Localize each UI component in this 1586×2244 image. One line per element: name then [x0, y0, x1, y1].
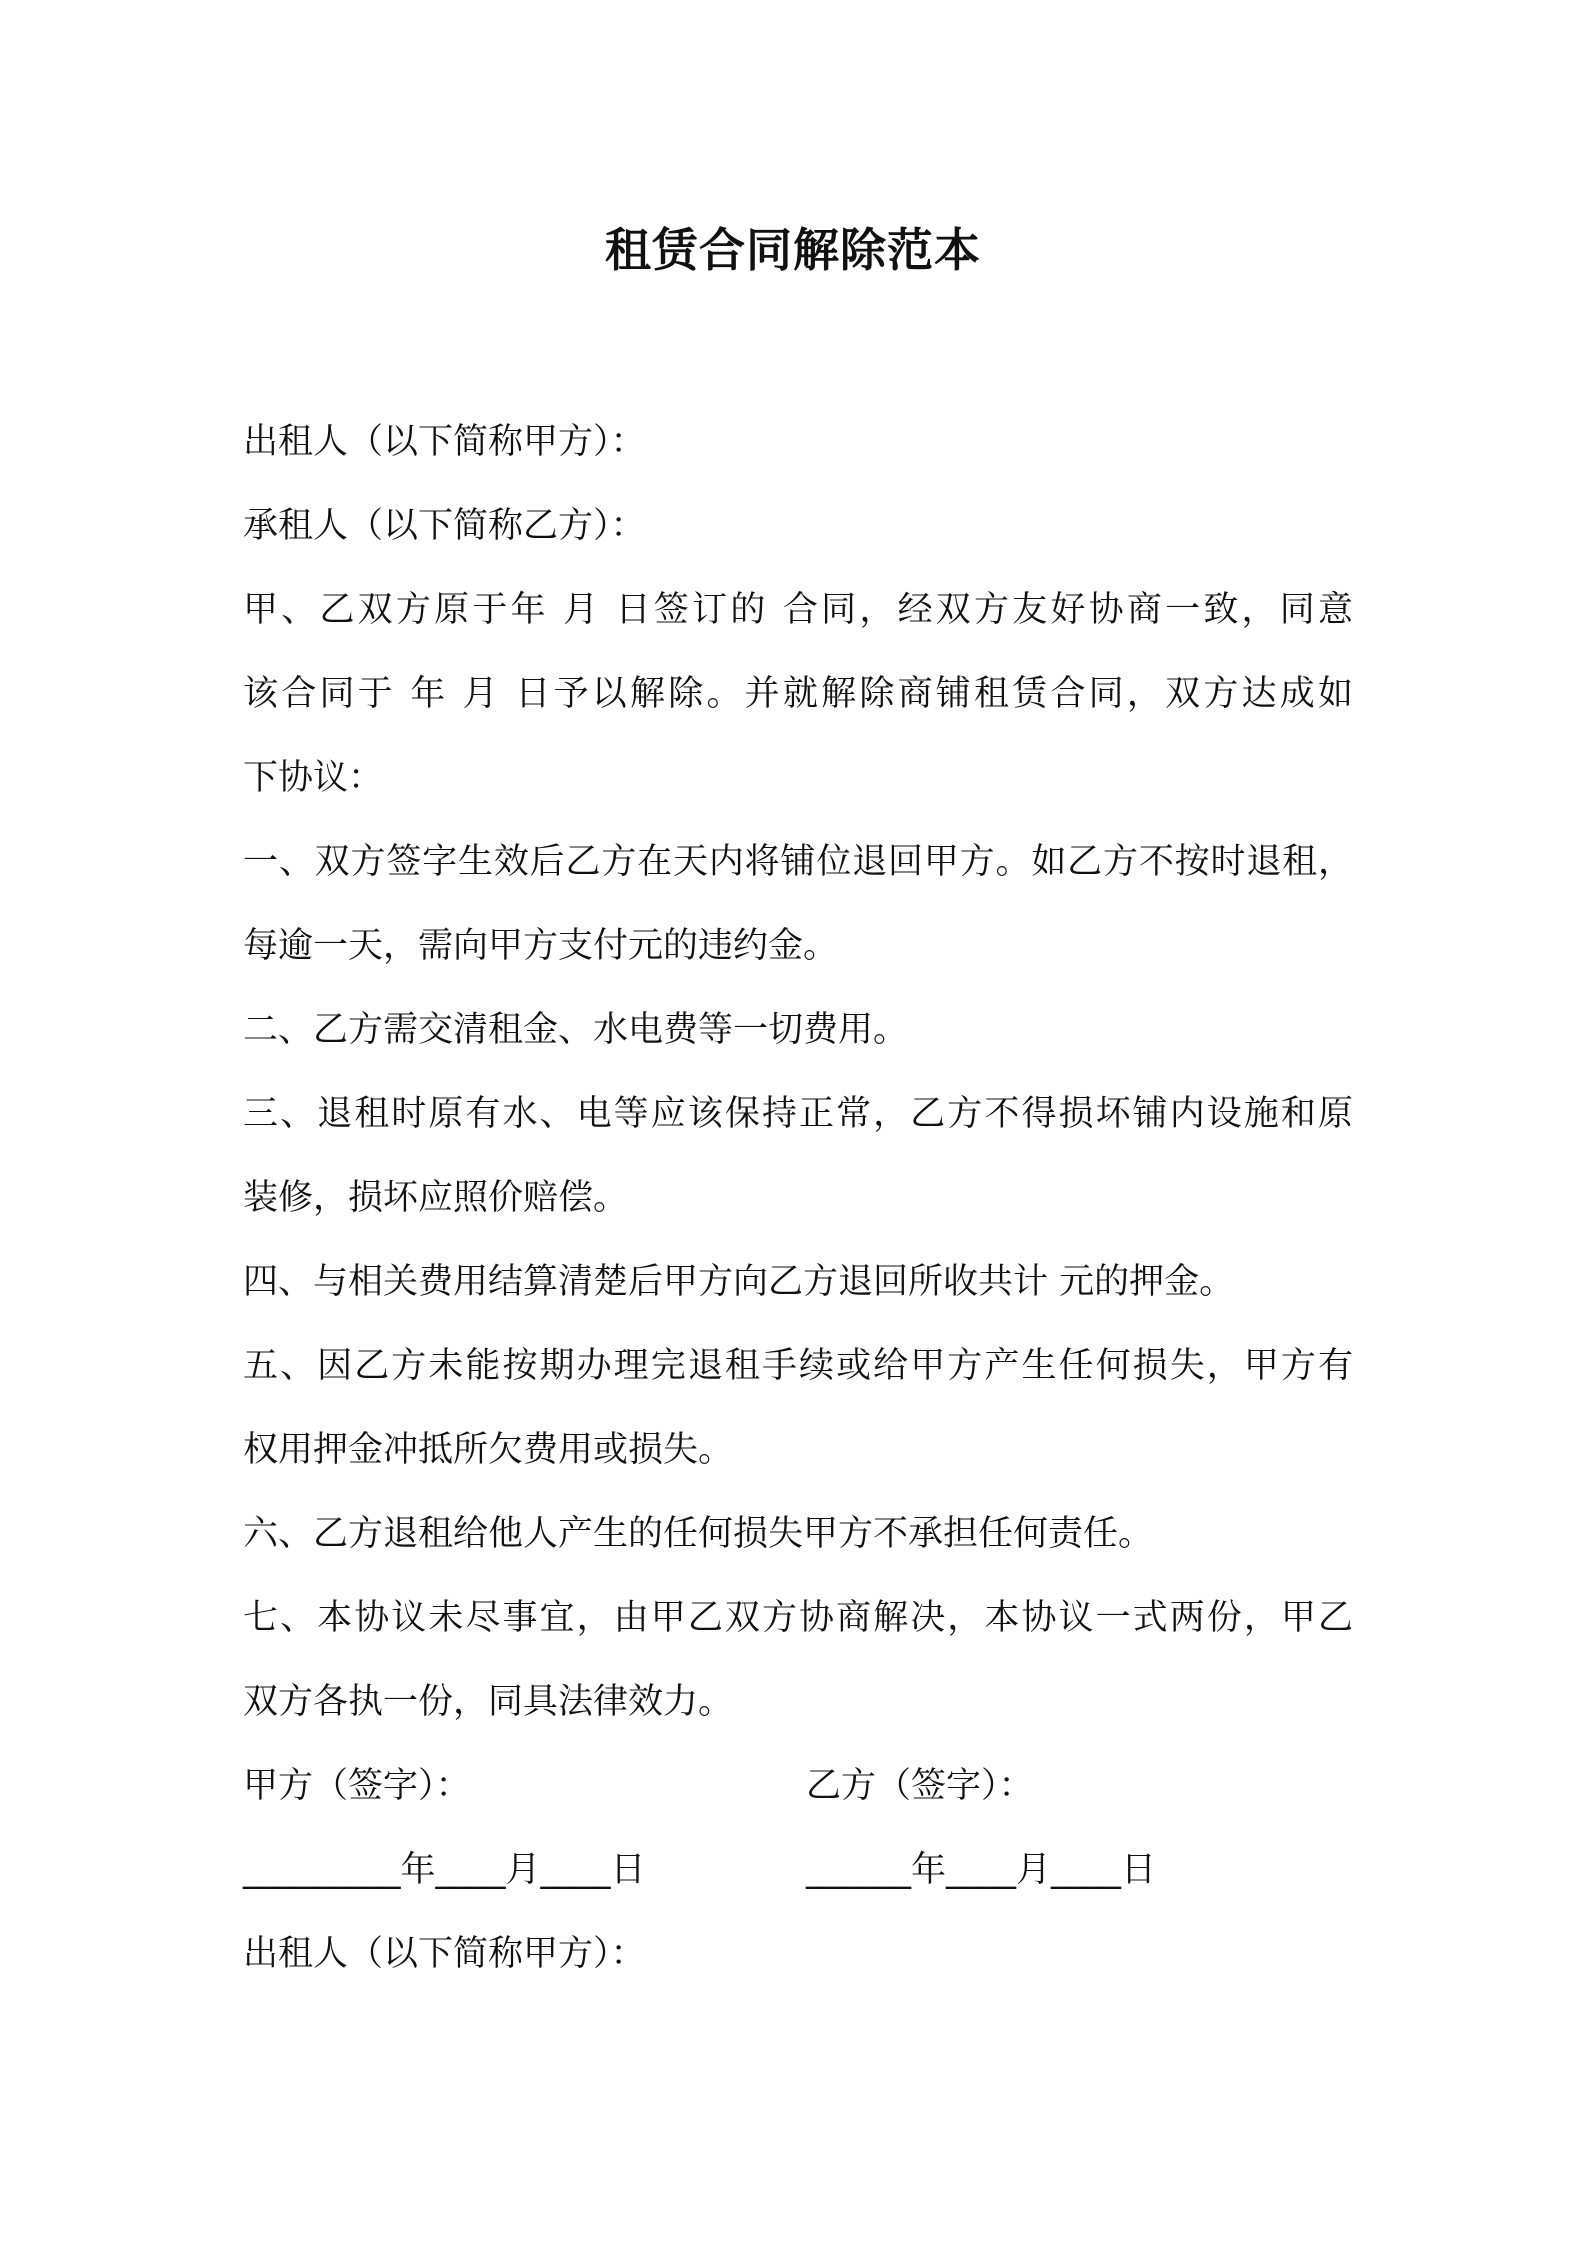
- document-body: [243, 400, 1353, 1996]
- lessor-line: 出租人（以下简称甲方）：: [243, 422, 646, 462]
- date-row: [243, 1828, 1353, 1912]
- clause-6: 六、乙方退租给他人产生的任何损失甲方不承担任何责任。: [243, 1514, 1154, 1554]
- lessor-line-repeat: 出租人（以下简称甲方）：: [243, 1934, 646, 1974]
- party-b-date: ______年____月____日: [806, 1850, 1157, 1890]
- lessee-line: 承租人（以下简称乙方）：: [243, 506, 646, 546]
- clause-1-line-1: 一、双方签字生效后乙方在天内将铺位退回甲方。如乙方不按时退租，: [243, 842, 1353, 882]
- clause-2: 二、乙方需交清租金、水电费等一切费用。: [243, 1010, 909, 1050]
- clause-5-line-2: 权用押金冲抵所欠费用或损失。: [243, 1430, 734, 1470]
- clause-5-line-1: 五、因乙方未能按期办理完退租手续或给甲方产生任何损失，甲方有: [243, 1346, 1353, 1386]
- clause-7-line-1: 七、本协议未尽事宜，由甲乙双方协商解决，本协议一式两份，甲乙: [243, 1598, 1353, 1638]
- party-a-date: _________年____月____日: [243, 1850, 646, 1890]
- intro-line-2: 该合同于 年 月 日予以解除。并就解除商铺租赁合同，双方达成如: [243, 674, 1353, 714]
- party-b-signature-label: 乙方（签字）：: [806, 1766, 1034, 1806]
- clause-3-line-2: 装修，损坏应照价赔偿。: [243, 1178, 629, 1218]
- clause-7-line-2: 双方各执一份，同具法律效力。: [243, 1682, 734, 1722]
- signature-row: [243, 1744, 1353, 1828]
- clause-1-line-2: 每逾一天，需向甲方支付元的违约金。: [243, 926, 839, 966]
- clause-3-line-1: 三、退租时原有水、电等应该保持正常，乙方不得损坏铺内设施和原: [243, 1094, 1353, 1134]
- intro-line-1: 甲、乙双方原于年 月 日签订的 合同，经双方友好协商一致，同意: [243, 590, 1353, 630]
- document-title: 租赁合同解除范本: [605, 223, 981, 277]
- party-a-signature-label: 甲方（签字）：: [243, 1766, 471, 1806]
- intro-line-3: 下协议：: [243, 758, 384, 798]
- clause-4: 四、与相关费用结算清楚后甲方向乙方退回所收共计 元的押金。: [243, 1262, 1235, 1302]
